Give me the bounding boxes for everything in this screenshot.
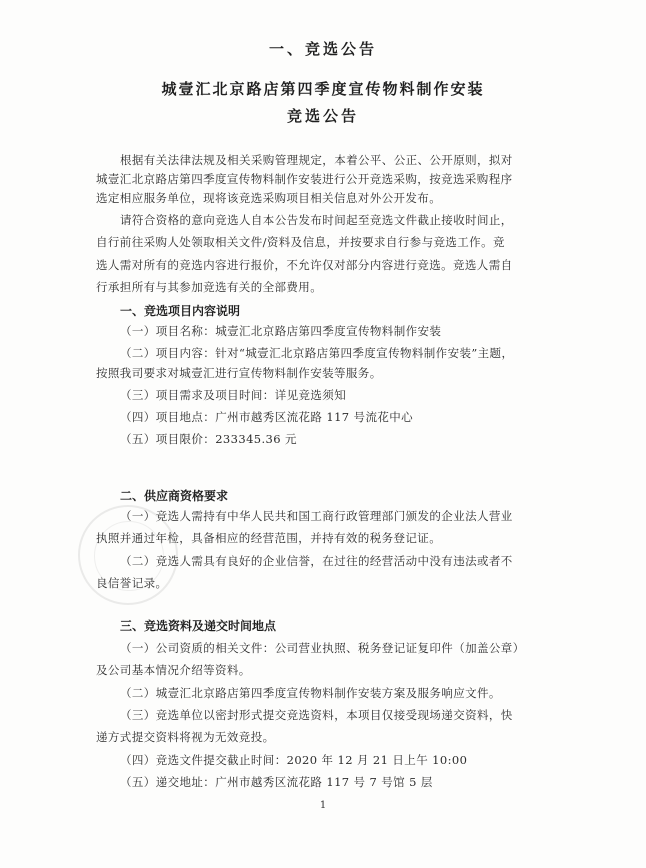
page-number: 1: [319, 800, 327, 811]
list-item: （一）竞选人需持有中华人民共和国工商行政管理部门颁发的企业法人营业: [120, 509, 513, 523]
paragraph-line: 选定相应服务单位，现将该竞选采购项目相关信息对外公开发布。: [96, 191, 442, 205]
document-title-line2: 竞选公告: [286, 107, 359, 125]
list-item: （一）公司资质的相关文件：公司营业执照、税务登记证复印件（加盖公章）: [120, 641, 525, 655]
list-item-continuation: 递方式提交资料将视为无效竞投。: [96, 730, 275, 744]
list-item-continuation: 良信誉记录。: [96, 576, 168, 590]
paragraph-line: 城壹汇北京路店第四季度宣传物料制作安装进行公开竞选采购，按竞选采购程序: [96, 172, 513, 186]
section-heading: 一、竞选公告: [268, 40, 377, 58]
paragraph-line: 根据有关法律法规及相关采购管理规定，本着公平、公正、公开原则，拟对: [120, 153, 513, 167]
list-item-continuation: 按照我司要求对城壹汇进行宣传物料制作安装等服务。: [96, 366, 382, 380]
list-item: （三）项目需求及项目时间：详见竞选须知: [120, 388, 347, 402]
list-item-continuation: 及公司基本情况介绍等资料。: [96, 663, 251, 677]
list-item: （五）项目限价：233345.36 元: [120, 432, 297, 446]
document-title-line1: 城壹汇北京路店第四季度宣传物料制作安装: [161, 80, 485, 98]
section-title-submission: 三、竞选资料及递交时间地点: [120, 619, 277, 633]
paragraph-line: 请符合资格的意向竞选人自本公告发布时间起至竞选文件截止接收时间止，: [120, 213, 513, 227]
section-title-qualification: 二、供应商资格要求: [120, 489, 229, 503]
section-title-project: 一、竞选项目内容说明: [120, 304, 241, 318]
list-item: （一）项目名称：城壹汇北京路店第四季度宣传物料制作安装: [120, 324, 442, 338]
list-item-continuation: 执照并通过年检，具备相应的经营范围，并持有效的税务登记证。: [96, 531, 442, 545]
paragraph-line: 自行前往采购人处领取相关文件/资料及信息，并按要求自行参与竞选工作。竞: [96, 235, 505, 249]
list-item: （二）竞选人需具有良好的企业信誉，在过往的经营活动中没有违法或者不: [120, 554, 513, 568]
list-item: （四）竞选文件提交截止时间：2020 年 12 月 21 日上午 10:00: [120, 753, 468, 767]
paragraph-line: 选人需对所有的竞选内容进行报价，不允许仅对部分内容进行竞选。竞选人需自: [96, 258, 513, 272]
list-item: （二）项目内容：针对“城壹汇北京路店第四季度宣传物料制作安装”主题，: [120, 346, 514, 360]
list-item: （三）竞选单位以密封形式提交竞选资料，本项目仅接受现场递交资料，快: [120, 708, 513, 722]
list-item: （四）项目地点：广州市越秀区流花路 117 号流花中心: [120, 410, 414, 424]
paragraph-line: 行承担所有与其参加竞选有关的全部费用。: [96, 280, 323, 294]
list-item: （五）递交地址：广州市越秀区流花路 117 号 7 号馆 5 层: [120, 775, 433, 789]
list-item: （二）城壹汇北京路店第四季度宣传物料制作安装方案及服务响应文件。: [120, 686, 501, 700]
